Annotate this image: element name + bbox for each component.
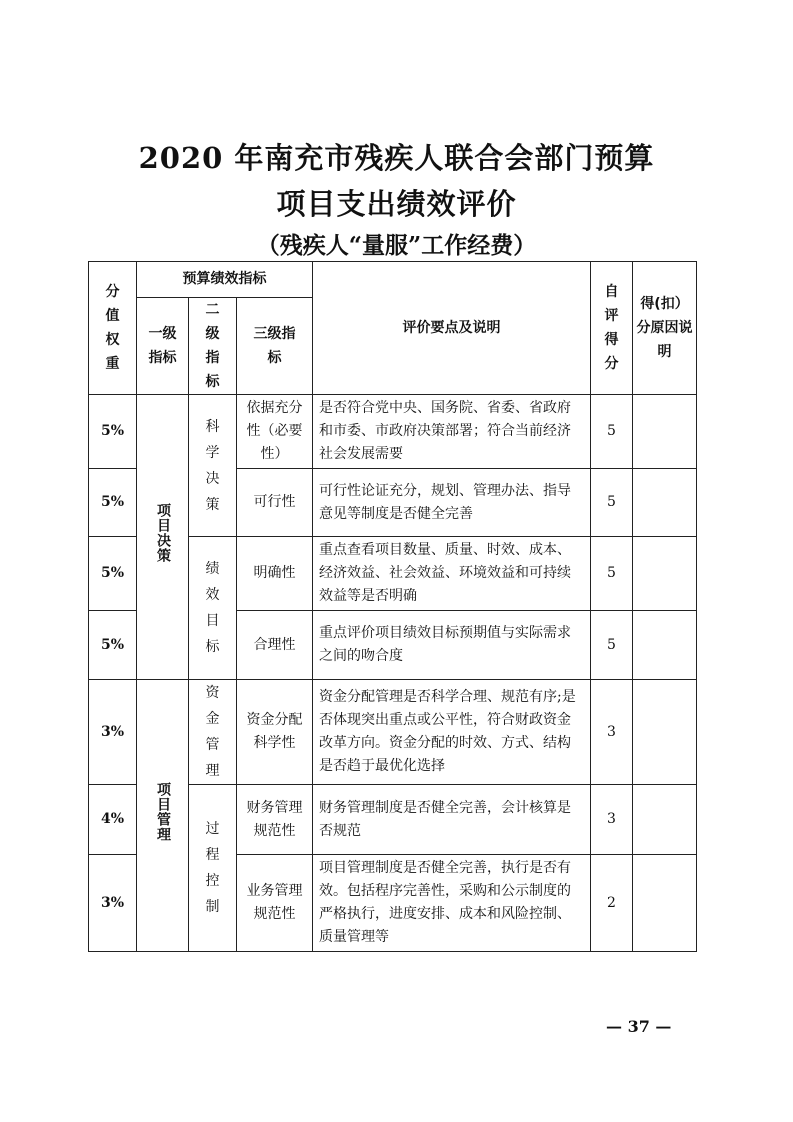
evaluation-cell: 重点查看项目数量、质量、时效、成本、经济效益、社会效益、环境效益和可持续效益等是否明确 <box>313 537 591 611</box>
evaluation-cell: 项目管理制度是否健全完善，执行是否有效。包括程序完善性，采购和公示制度的严格执行，进度安排、成本和风险控制、质量管理等 <box>313 855 591 952</box>
weight-cell: 5% <box>89 611 137 680</box>
header-level2: 二级指标 <box>189 298 237 395</box>
reason-cell <box>633 785 697 855</box>
weight-cell: 5% <box>89 537 137 611</box>
evaluation-cell: 重点评价项目绩效目标预期值与实际需求之间的吻合度 <box>313 611 591 680</box>
reason-cell <box>633 680 697 785</box>
level3-cell: 依据充分性（必要性） <box>237 395 313 469</box>
score-cell: 5 <box>591 395 633 469</box>
weight-cell: 5% <box>89 395 137 469</box>
header-level1: 一级指标 <box>137 298 189 395</box>
level3-cell: 业务管理规范性 <box>237 855 313 952</box>
score-cell: 5 <box>591 469 633 537</box>
reason-cell <box>633 469 697 537</box>
level3-cell: 明确性 <box>237 537 313 611</box>
header-evaluation: 评价要点及说明 <box>313 262 591 395</box>
level3-cell: 可行性 <box>237 469 313 537</box>
level3-cell: 财务管理规范性 <box>237 785 313 855</box>
evaluation-table <box>88 261 697 952</box>
reason-cell <box>633 855 697 952</box>
level2-cell-process-control: 过程控制 <box>189 785 237 952</box>
header-self-score: 自评得分 <box>591 262 633 395</box>
level3-cell: 合理性 <box>237 611 313 680</box>
reason-cell <box>633 395 697 469</box>
score-cell: 2 <box>591 855 633 952</box>
header-level3: 三级指标 <box>237 298 313 395</box>
table-row <box>89 680 697 785</box>
level3-cell: 资金分配科学性 <box>237 680 313 785</box>
weight-cell: 4% <box>89 785 137 855</box>
reason-cell <box>633 611 697 680</box>
table-row <box>89 395 697 469</box>
evaluation-cell: 资金分配管理是否科学合理、规范有序;是否体现突出重点或公平性，符合财政资金改革方向。资金分配的时效、方式、结构是否趋于最优化选择 <box>313 680 591 785</box>
score-cell: 3 <box>591 680 633 785</box>
weight-cell: 3% <box>89 680 137 785</box>
page-number: — 37 — <box>606 1017 672 1036</box>
level1-cell-project-decision: 项目决策 <box>137 395 189 680</box>
score-cell: 5 <box>591 537 633 611</box>
weight-cell: 5% <box>89 469 137 537</box>
weight-cell: 3% <box>89 855 137 952</box>
evaluation-cell: 可行性论证充分，规划、管理办法、指导意见等制度是否健全完善 <box>313 469 591 537</box>
header-indicators: 预算绩效指标 <box>137 262 313 298</box>
document-title-line2: 项目支出绩效评价 <box>276 187 517 221</box>
header-weight: 分值权重 <box>89 262 137 395</box>
header-deduction-reason: 得(扣）分原因说明 <box>633 262 697 395</box>
level2-cell-funds-management: 资金管理 <box>189 680 237 785</box>
level2-cell-scientific-decision: 科学决策 <box>189 395 237 537</box>
evaluation-cell: 财务管理制度是否健全完善，会计核算是否规范 <box>313 785 591 855</box>
evaluation-cell: 是否符合党中央、国务院、省委、省政府和市委、市政府决策部署；符合当前经济社会发展需要 <box>313 395 591 469</box>
document-title-line1: 2020 年南充市残疾人联合会部门预算 <box>138 141 655 175</box>
reason-cell <box>633 537 697 611</box>
score-cell: 5 <box>591 611 633 680</box>
document-subtitle: （残疾人“量服”工作经费） <box>256 232 537 259</box>
level1-cell-project-management: 项目管理 <box>137 680 189 952</box>
score-cell: 3 <box>591 785 633 855</box>
level2-cell-performance-goal: 绩效目标 <box>189 537 237 680</box>
